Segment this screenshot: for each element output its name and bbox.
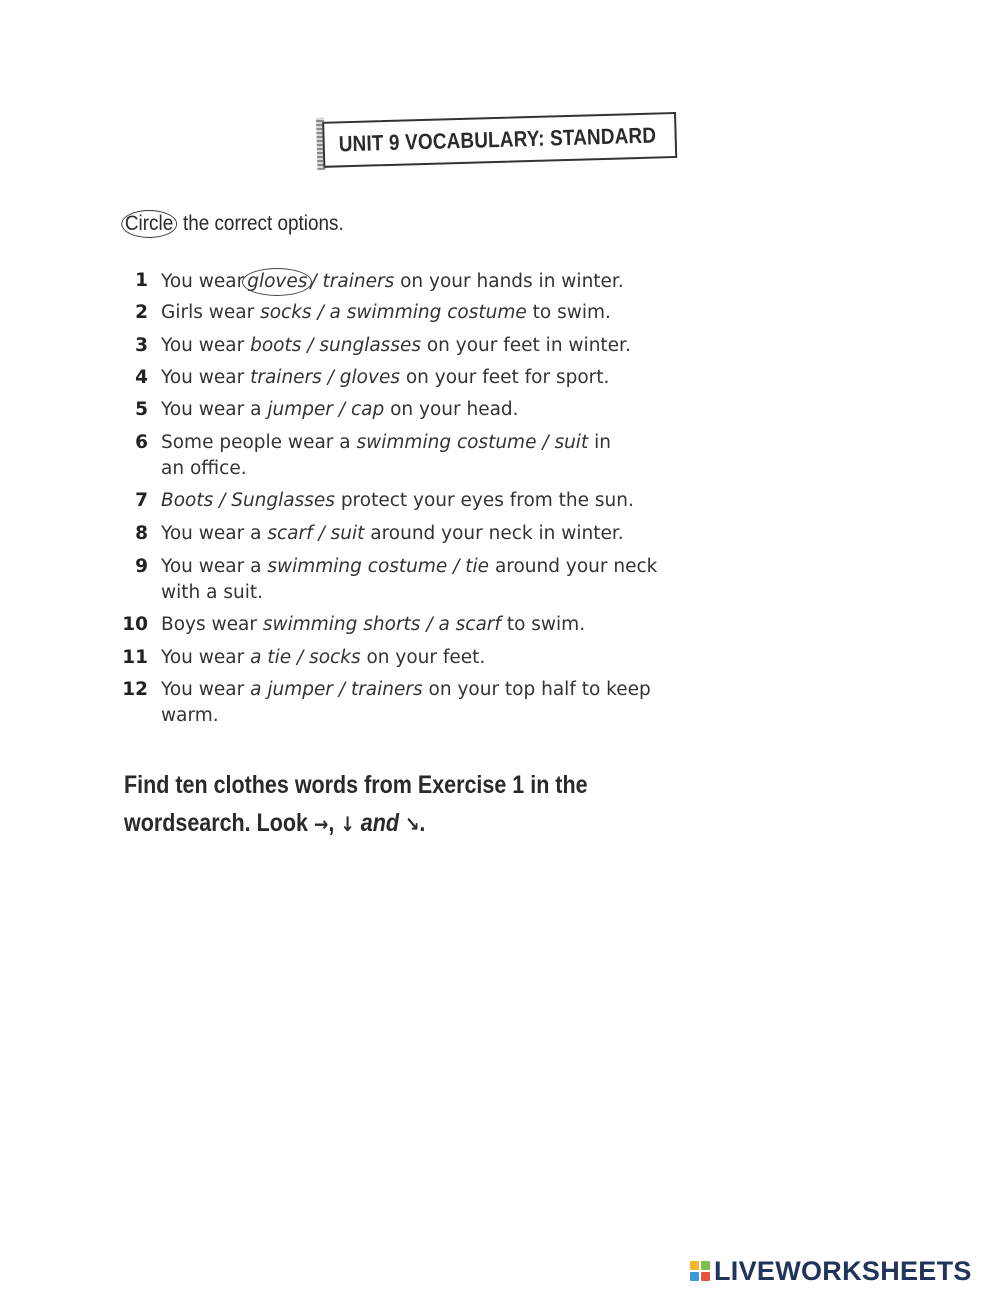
sentence-text: on your feet in winter. <box>420 335 631 356</box>
circled-word: Circle <box>121 210 177 238</box>
logo-square <box>690 1261 699 1270</box>
sentence-text: in <box>588 432 611 453</box>
liveworksheets-logo[interactable] <box>690 1256 972 1286</box>
unit-title-banner <box>316 108 683 170</box>
item-sentence <box>161 488 751 514</box>
item-number: 3 <box>135 335 148 356</box>
item-number: 2 <box>135 302 148 323</box>
sentence-text: You wear a <box>161 556 268 577</box>
sentence-text: You wear <box>161 335 251 356</box>
item-sentence <box>161 397 751 423</box>
answer-options[interactable]: swimming shorts / a scarf <box>262 614 501 635</box>
instruction-text: the correct options. <box>177 212 344 235</box>
comma: , <box>328 809 341 837</box>
logo-text: LIVEWORKSHEETS <box>714 1255 972 1286</box>
sentence-text: You wear a <box>161 399 268 420</box>
answer-options[interactable]: socks / a swimming costume <box>260 302 527 323</box>
exercise2-text: wordsearch. Look <box>124 809 314 837</box>
sentence-text: on your feet for sport. <box>399 367 610 388</box>
sentence-text: around your neck in winter. <box>364 523 624 544</box>
answer-options[interactable]: a tie / socks <box>250 647 361 668</box>
sentence-text: You wear <box>161 271 245 292</box>
sentence-text: on your feet. <box>360 647 486 668</box>
and-word: and <box>354 809 405 837</box>
item-number: 1 <box>135 270 148 291</box>
circled-option[interactable]: gloves <box>242 268 312 296</box>
sentence-text: Girls wear <box>161 302 261 323</box>
answer-options[interactable]: swimming costume / suit <box>356 432 589 453</box>
sentence-text: to swim. <box>500 614 586 635</box>
sentence-text: You wear <box>161 679 251 700</box>
item-sentence <box>161 612 751 638</box>
exercise1-instruction <box>124 210 344 238</box>
page-title: UNIT 9 VOCABULARY: STANDARD <box>338 122 657 157</box>
item-number: 10 <box>122 614 148 635</box>
exercise2-line2 <box>124 804 606 843</box>
sentence-text: Boys wear <box>161 614 263 635</box>
sentence-text: on your head. <box>384 399 519 420</box>
item-sentence <box>161 521 751 547</box>
item-number: 6 <box>135 432 148 453</box>
item-number: 9 <box>135 556 148 577</box>
logo-square <box>701 1261 710 1270</box>
logo-square <box>701 1272 710 1281</box>
exercise2-line1: Find ten clothes words from Exercise 1 in the <box>124 771 588 799</box>
answer-options[interactable]: a jumper / trainers <box>250 679 423 700</box>
sentence-text: an office. <box>161 458 247 479</box>
arrow-down-icon: ↓ <box>340 812 355 836</box>
sentence-text: on your top half to keep <box>422 679 651 700</box>
answer-options[interactable]: Boots / Sunglasses <box>161 490 335 511</box>
item-sentence <box>161 365 751 391</box>
answer-options[interactable]: jumper / cap <box>267 399 385 420</box>
item-number: 12 <box>122 679 148 700</box>
sentence-text: warm. <box>161 705 219 726</box>
answer-options[interactable]: trainers / gloves <box>250 367 400 388</box>
item-number: 7 <box>135 490 148 511</box>
item-sentence <box>161 677 751 729</box>
logo-squares-icon <box>690 1261 710 1281</box>
item-number: 8 <box>135 523 148 544</box>
item-number: 4 <box>135 367 148 388</box>
logo-square <box>690 1272 699 1281</box>
answer-options[interactable]: swimming costume / tie <box>267 556 490 577</box>
item-number: 11 <box>122 647 148 668</box>
answer-options[interactable]: / trainers <box>310 271 395 292</box>
sentence-text: with a suit. <box>161 582 263 603</box>
item-sentence <box>161 300 751 326</box>
sentence-text: on your hands in winter. <box>394 271 624 292</box>
exercise2-instruction <box>124 766 606 843</box>
answer-options[interactable]: boots / sunglasses <box>250 335 421 356</box>
sentence-text: protect your eyes from the sun. <box>334 490 634 511</box>
item-sentence <box>161 430 751 482</box>
arrow-diagonal-icon: ↘ <box>404 812 420 836</box>
sentence-text: to swim. <box>526 302 611 323</box>
sentence-text: Some people wear a <box>161 432 357 453</box>
item-sentence <box>161 268 751 296</box>
item-number: 5 <box>135 399 148 420</box>
item-sentence <box>161 554 751 606</box>
arrow-right-icon: → <box>313 812 329 836</box>
sentence-text: around your neck <box>489 556 658 577</box>
answer-options[interactable]: scarf / suit <box>267 523 365 544</box>
sentence-text: You wear a <box>161 523 268 544</box>
sentence-text: You wear <box>161 647 251 668</box>
sentence-text: You wear <box>161 367 251 388</box>
period: . <box>419 809 426 837</box>
item-sentence <box>161 645 751 671</box>
item-sentence <box>161 333 751 359</box>
